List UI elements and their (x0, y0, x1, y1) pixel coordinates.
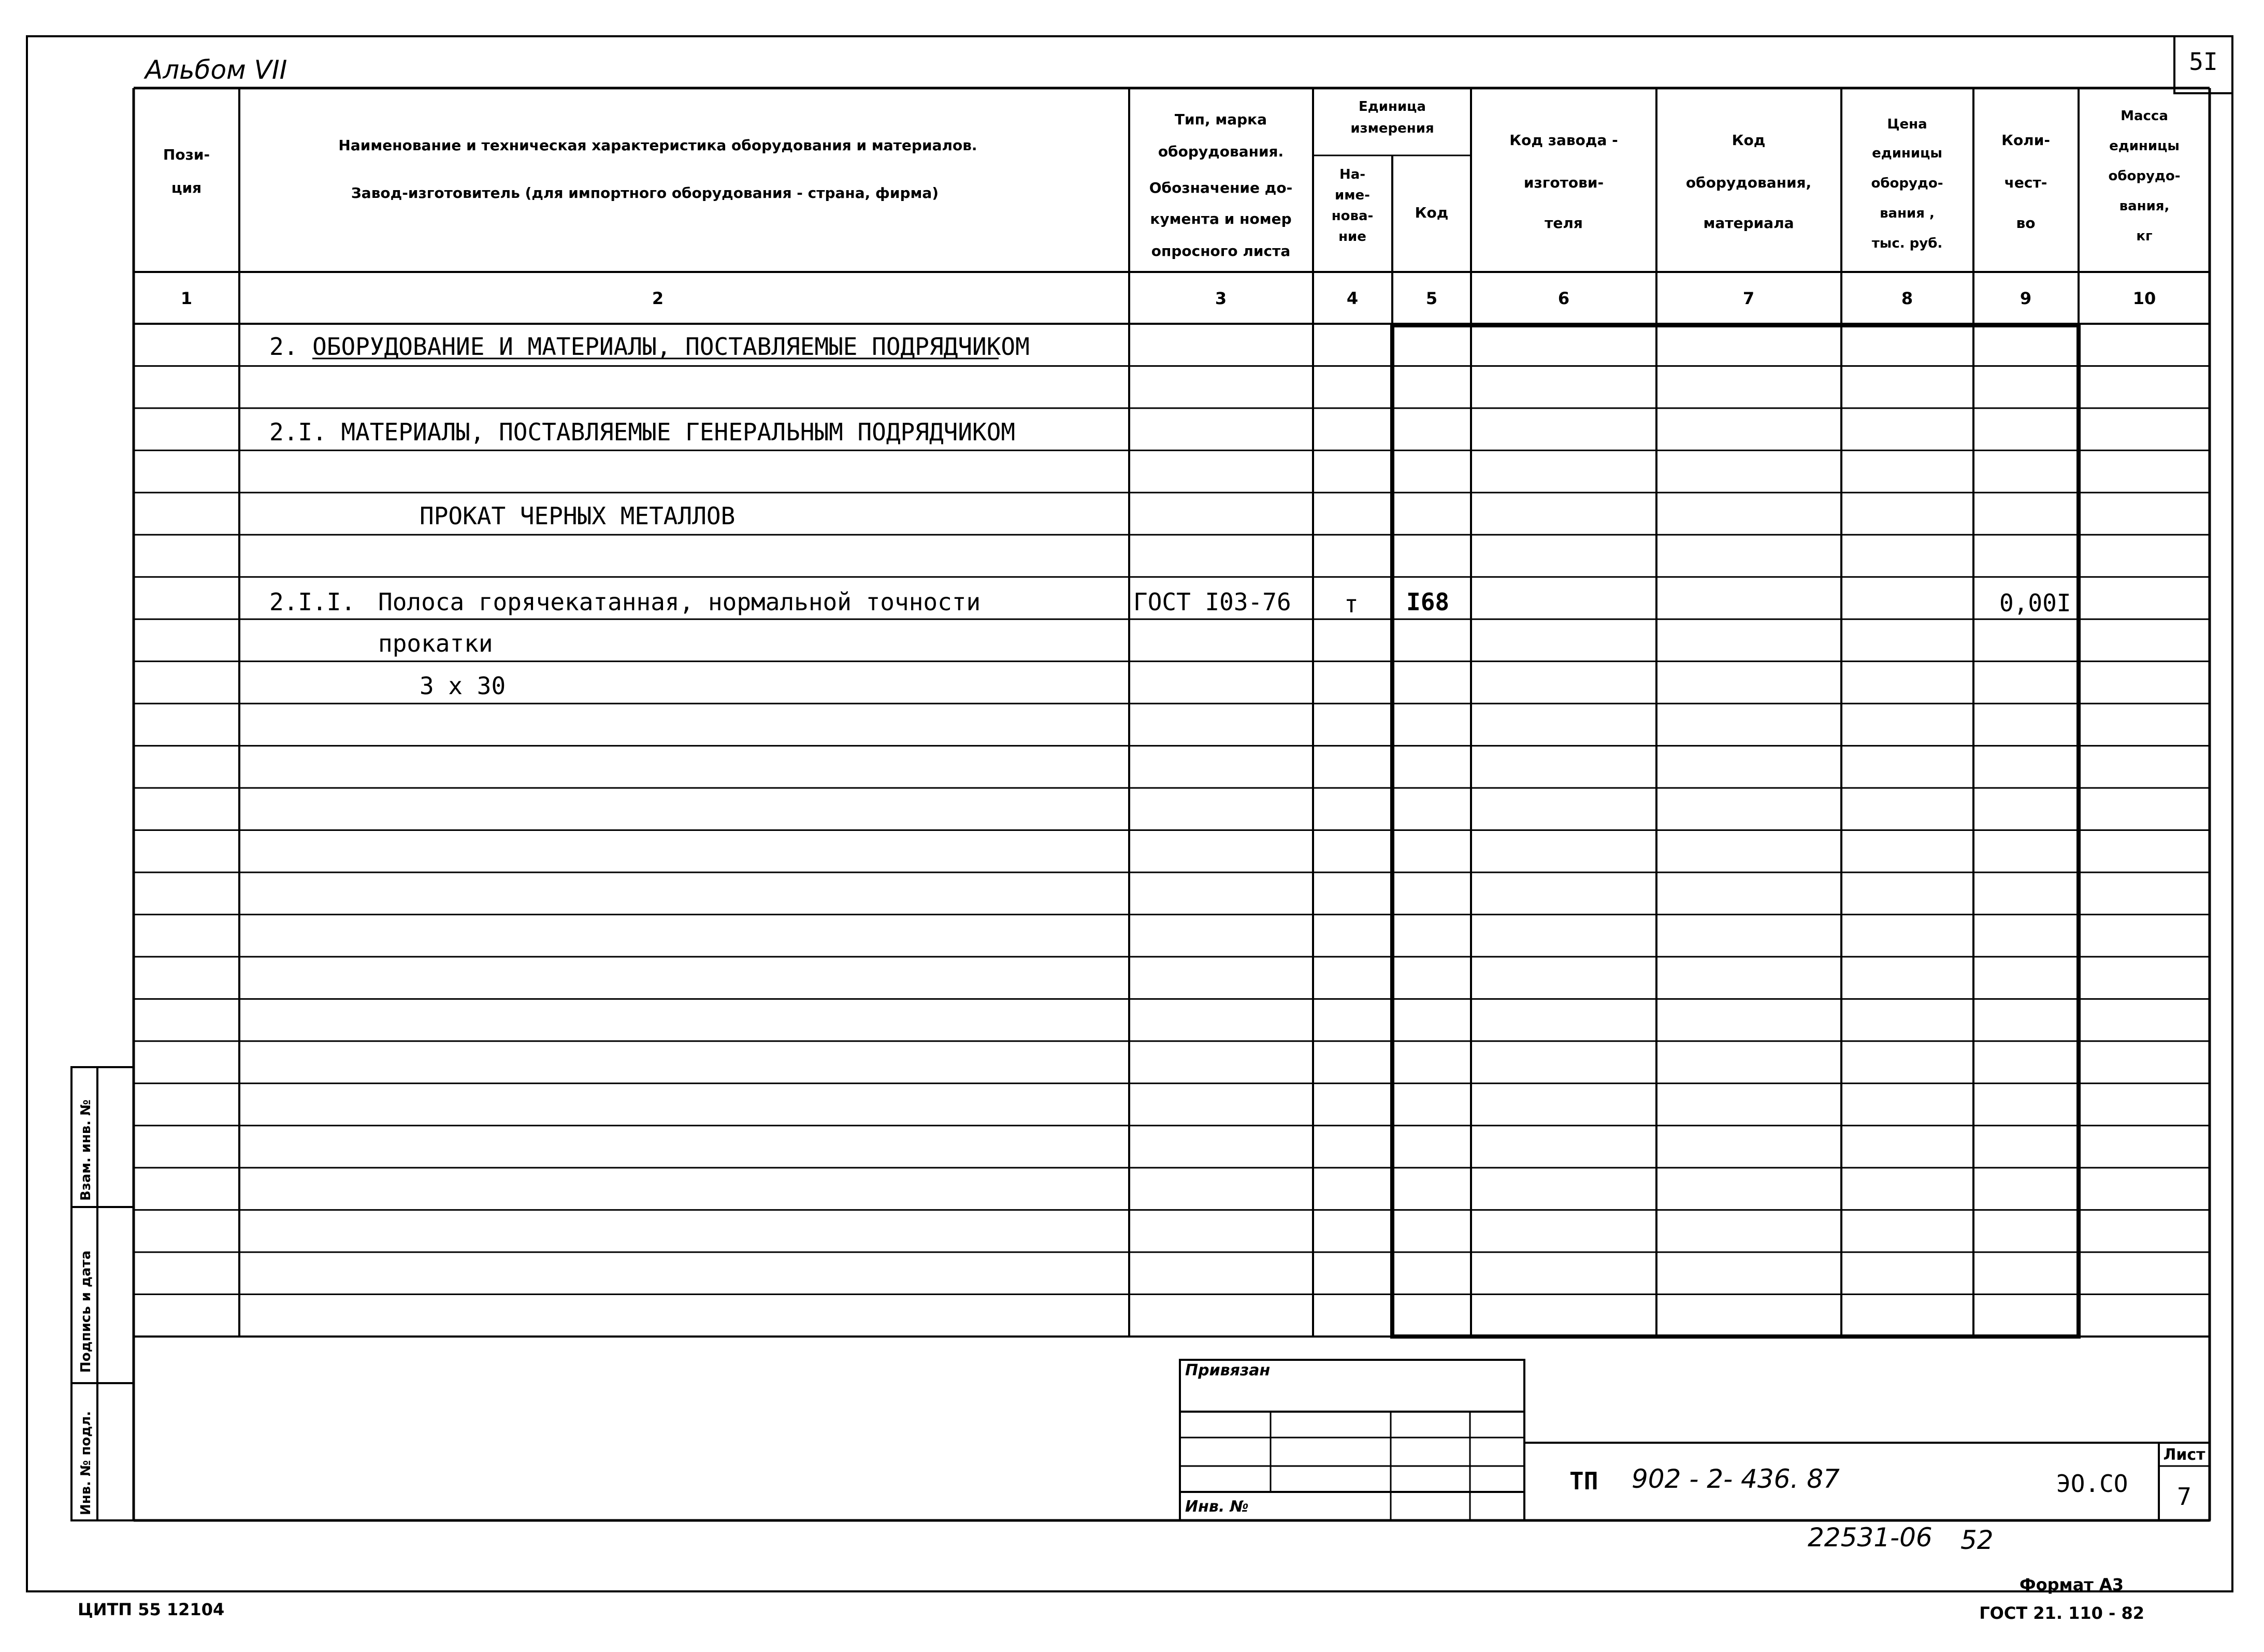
item-unit-code: I68 (1406, 588, 1450, 616)
header-type-mark (1149, 111, 1293, 260)
column-number: 10 (2132, 289, 2156, 308)
svg-text:вания,: вания, (2119, 198, 2170, 214)
svg-text:Цена: Цена (1887, 117, 1927, 132)
column-number: 4 (1346, 289, 1359, 308)
column-number: 5 (1425, 289, 1438, 308)
sheet-label: Лист (2163, 1446, 2205, 1464)
svg-text:нова-: нова- (1331, 208, 1374, 224)
svg-text:оборудо-: оборудо- (2108, 168, 2181, 184)
svg-text:во: во (2016, 214, 2036, 232)
format-label: Формат А3 (2019, 1575, 2124, 1594)
order-page: 52 (1960, 1525, 1994, 1555)
svg-text:Обозначение до-: Обозначение до- (1149, 179, 1293, 196)
svg-text:Код: Код (1732, 132, 1766, 149)
column-number: 3 (1215, 289, 1227, 308)
svg-text:Масса: Масса (2121, 108, 2168, 124)
svg-text:вания ,: вания , (1880, 206, 1935, 221)
item-document: ГОСТ I03-76 (1133, 588, 1291, 616)
svg-text:Код завода -: Код завода - (1509, 132, 1618, 149)
item-unit: т (1344, 590, 1359, 618)
svg-text:единицы: единицы (2109, 138, 2180, 154)
column-number: 6 (1558, 289, 1570, 308)
svg-text:кг: кг (2136, 228, 2153, 244)
svg-text:Завод-изготовитель (для импорт: Завод-изготовитель (для импортного оборудования - страна, фирма) (351, 184, 939, 202)
column-number: 8 (1901, 289, 1913, 308)
svg-text:оборудования.: оборудования. (1158, 143, 1284, 160)
item-name: Полоса горячекатанная, нормальной точности (378, 588, 981, 616)
header-price (1871, 117, 1943, 251)
subsection-heading: 2.I. МАТЕРИАЛЫ, ПОСТАВЛЯЕМЫЕ ГЕНЕРАЛЬНЫМ ПОДРЯДЧИКОМ (269, 418, 1016, 446)
sheet-number: 7 (2177, 1483, 2191, 1511)
column-number: 2 (652, 289, 664, 308)
publisher-code: ЦИТП 55 12104 (78, 1600, 225, 1619)
svg-text:оборудо-: оборудо- (1871, 176, 1943, 191)
side-stamp-replaced-inv: Взам. инв. № (78, 1099, 94, 1201)
header-unit-group (1350, 99, 1434, 136)
material-group-heading: ПРОКАТ ЧЕРНЫХ МЕТАЛЛОВ (420, 502, 736, 530)
item-position: 2.I.I. (269, 588, 356, 616)
item-name-continuation: прокатки (378, 629, 493, 657)
svg-text:Коли-: Коли- (2001, 132, 2050, 149)
column-numbers-row (181, 289, 2156, 308)
item-size: 3 х 30 (420, 672, 506, 700)
header-quantity (2001, 132, 2050, 232)
svg-text:чест-: чест- (2004, 174, 2047, 191)
svg-text:тыс. руб.: тыс. руб. (1871, 236, 1943, 251)
table-body (269, 333, 2071, 700)
order-number: 22531-06 (1808, 1522, 1933, 1553)
tp-label: ТП (1569, 1467, 1598, 1495)
column-number: 7 (1742, 289, 1755, 308)
svg-text:изготови-: изготови- (1523, 174, 1604, 191)
svg-text:единицы: единицы (1872, 146, 1942, 161)
svg-text:оборудования,: оборудования, (1685, 174, 1812, 191)
header-name: Наименование и техническая характеристика оборудования и материалов. (338, 137, 977, 154)
svg-text:ция: ция (171, 179, 202, 196)
header-unit-name (1332, 167, 1374, 245)
table-header (163, 99, 2181, 260)
svg-text:измерения: измерения (1350, 121, 1434, 136)
tp-number: 902 - 2- 436. 87 (1632, 1464, 1840, 1494)
svg-text:теля: теля (1545, 214, 1583, 232)
svg-text:Единица: Единица (1359, 99, 1426, 114)
item-quantity: 0,00I (1999, 589, 2071, 617)
side-stamp-signature-date: Подпись и дата (78, 1250, 94, 1373)
page-number: 5I (2189, 48, 2218, 76)
privyazan-label: Привязан (1185, 1361, 1271, 1380)
specification-table (134, 88, 2210, 1520)
section-code: ЭО.СО (2056, 1470, 2128, 1498)
header-unit-code: Код (1415, 204, 1449, 221)
side-stamp-original-inv: Инв. № подл. (78, 1411, 94, 1515)
privyazan-block (1180, 1360, 1524, 1520)
svg-text:ние: ние (1338, 229, 1366, 245)
svg-text:На-: На- (1339, 167, 1366, 182)
inv-no-label: Инв. № (1185, 1498, 1249, 1516)
column-number: 1 (180, 289, 193, 308)
svg-text:материала: материала (1703, 214, 1794, 232)
svg-text:Тип, марка: Тип, марка (1174, 111, 1267, 128)
header-manufacturer-code (1509, 132, 1618, 232)
column-number: 9 (2020, 289, 2032, 308)
svg-text:кумента и номер: кумента и номер (1150, 210, 1292, 227)
section-heading: 2. ОБОРУДОВАНИЕ И МАТЕРИАЛЫ, ПОСТАВЛЯЕМЫЕ ПОДРЯДЧИКОМ (269, 333, 1030, 361)
header-mass (2108, 108, 2180, 244)
album-label: Альбом VII (145, 55, 287, 85)
header-position: Пози- (163, 146, 210, 163)
svg-text:опросного листа: опросного листа (1151, 242, 1291, 260)
gost-standard: ГОСТ 21. 110 - 82 (1979, 1603, 2144, 1623)
svg-text:име-: име- (1335, 188, 1370, 203)
header-equipment-code (1686, 132, 1811, 232)
